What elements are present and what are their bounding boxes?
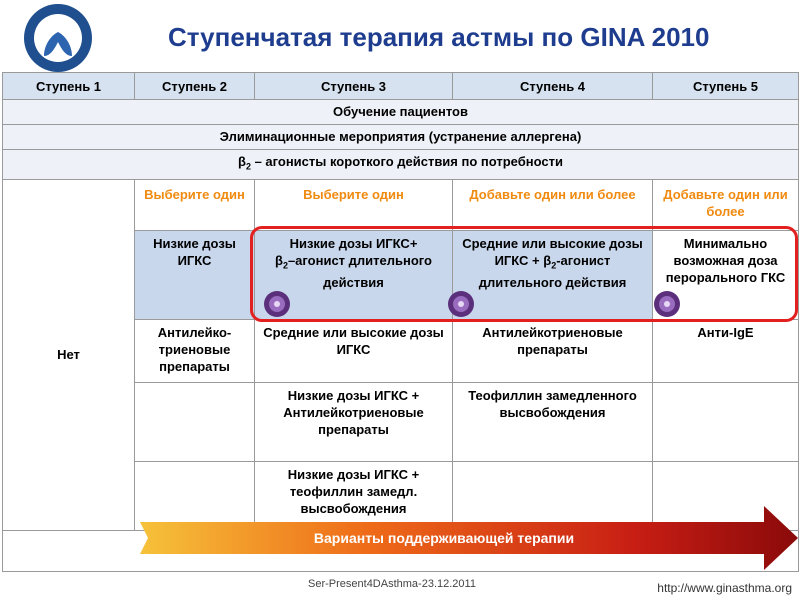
step-2-empty-a <box>135 382 255 461</box>
beta-agonist-row: $\beta_2$ – агонисты короткого действия по потребности <box>3 150 799 180</box>
page-title: Ступенчатая терапия астмы по GINA 2010 <box>168 22 710 52</box>
step-2-choose: Выберите один <box>135 179 255 230</box>
step-4-mid-ics-laba: Средние или высокие дозы ИГКС + $\beta_2$-агонист длительного действия <box>453 230 653 319</box>
arrow-label: Варианты поддерживающей терапии <box>313 530 575 546</box>
step-5-anti-ige: Анти-IgE <box>653 319 799 382</box>
step-5-add: Добавьте один или более <box>653 179 799 230</box>
step-2-header: Ступень 2 <box>135 73 255 100</box>
step-3-mid-ics: Средние или высокие дозы ИГКС <box>255 319 453 382</box>
step-2-low-ics: Низкие дозы ИГКС <box>135 230 255 319</box>
step-5-empty-a <box>653 382 799 461</box>
step-4-add: Добавьте один или более <box>453 179 653 230</box>
step-3-header: Ступень 3 <box>255 73 453 100</box>
therapy-steps-table <box>2 72 799 572</box>
step-1-none: Нет <box>3 179 135 530</box>
step-4-header: Ступень 4 <box>453 73 653 100</box>
step-3-low-ics-leukotriene: Низкие дозы ИГКС + Антилейкотриеновые препараты <box>255 382 453 461</box>
step-2-leukotriene: Антилейко-триеновые препараты <box>135 319 255 382</box>
footer-code: Ser-Present4DAsthma-23.12.2011 <box>308 578 476 590</box>
step-1-header: Ступень 1 <box>3 73 135 100</box>
elimination-row: Элиминационные мероприятия (устранение аллергена) <box>3 125 799 150</box>
step-3-choose: Выберите один <box>255 179 453 230</box>
inhaler-icon <box>652 288 682 320</box>
step-3-low-ics-laba: Низкие дозы ИГКС+ $\beta_2$–агонист длительного действия <box>255 230 453 319</box>
step-4-leukotriene: Антилейкотриеновые препараты <box>453 319 653 382</box>
source-link[interactable]: http://www.ginasthma.org <box>657 581 792 595</box>
header-row <box>3 73 799 100</box>
gina-logo <box>14 2 102 74</box>
education-row: Обучение пациентов <box>3 100 799 125</box>
step-3-low-ics-theophylline: Низкие дозы ИГКС + теофиллин замедл. высвобождения <box>255 461 453 530</box>
step-5-header: Ступень 5 <box>653 73 799 100</box>
inhaler-icon <box>446 288 476 320</box>
step-4-theophylline: Теофиллин замедленного высвобождения <box>453 382 653 461</box>
step-5-oral-gcs: Минимально возможная доза перорального ГКС <box>653 230 799 319</box>
inhaler-icon <box>262 288 292 320</box>
